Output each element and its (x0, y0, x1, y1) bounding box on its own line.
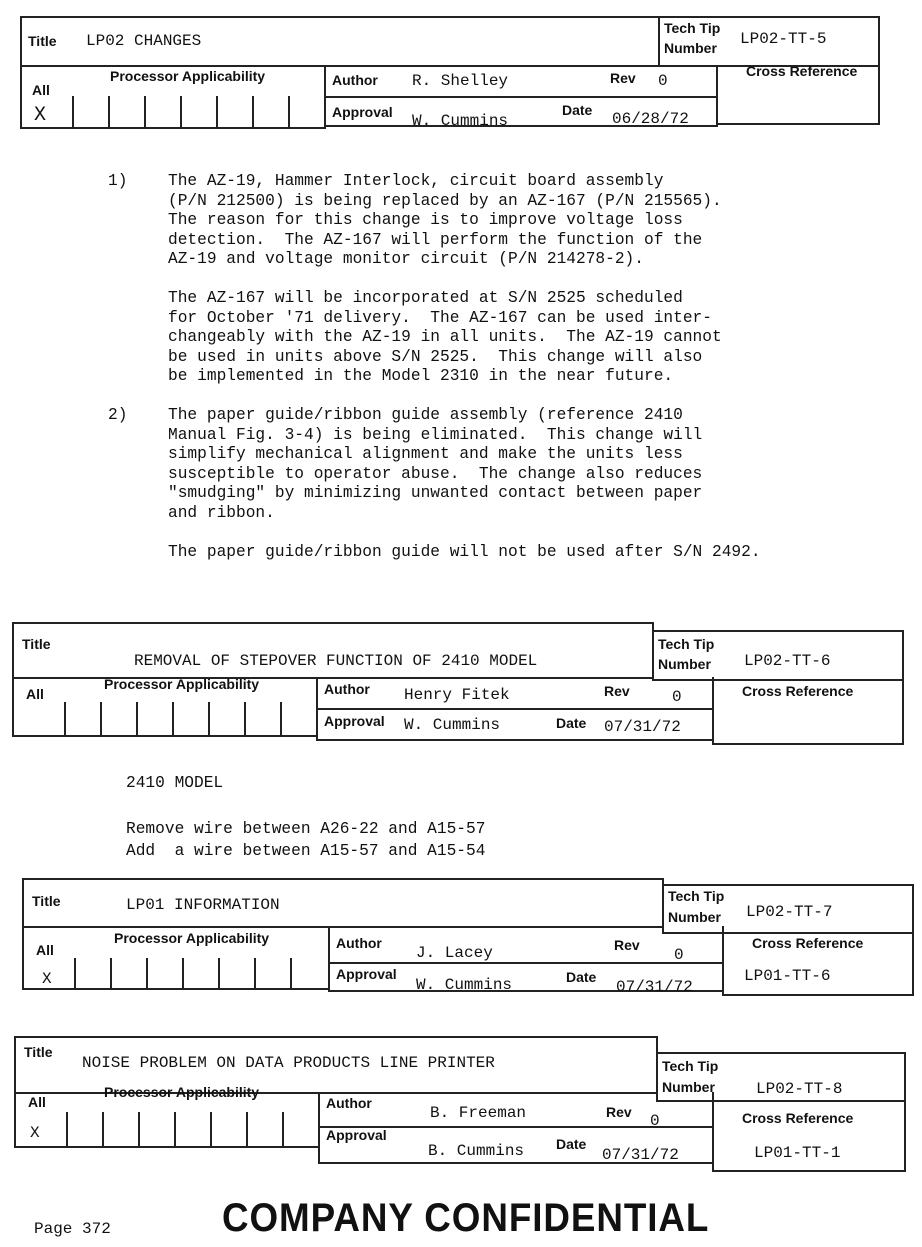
title-label: Title (24, 1044, 53, 1060)
approval-value: B. Cummins (428, 1142, 525, 1160)
page-number: Page 372 (34, 1220, 111, 1238)
cross-reference-label: Cross Reference (746, 63, 858, 79)
cross-reference-value: LP01-TT-1 (754, 1144, 841, 1162)
model-heading: 2410 MODEL (126, 774, 224, 792)
item-number-2: 2) (108, 406, 128, 424)
number-label: Number (664, 40, 717, 56)
applicability-divider (174, 1112, 176, 1146)
wiring-instructions: Remove wire between A26-22 and A15-57 Add a wire between A15-57 and A15-54 (126, 820, 486, 860)
applicability-divider (66, 1112, 68, 1146)
all-mark: X (30, 1124, 40, 1142)
cross-reference-label: Cross Reference (742, 1110, 854, 1126)
rev-value: 0 (674, 946, 684, 964)
approval-label: Approval (336, 966, 397, 982)
author-label: Author (336, 935, 382, 951)
tech-tip-label: Tech Tip (668, 888, 725, 904)
title-value: REMOVAL OF STEPOVER FUNCTION OF 2410 MODEL (134, 652, 538, 670)
date-value: 07/31/72 (616, 978, 693, 996)
tech-tip-label: Tech Tip (658, 636, 715, 652)
tech-tip-label: Tech Tip (664, 20, 721, 36)
processor-applicability-label: Processor Applicability (104, 1084, 260, 1100)
approval-label: Approval (324, 713, 385, 729)
cross-reference-value: LP01-TT-6 (744, 967, 831, 985)
applicability-divider (138, 1112, 140, 1146)
title-label: Title (28, 33, 57, 49)
rev-label: Rev (606, 1104, 632, 1120)
item-1-paragraph-2: The AZ-167 will be incorporated at S/N 2525 scheduled for October '71 delivery. The AZ-167 can be used inter- changeably with the AZ-19 in all units. The AZ-19 cannot be used in units above S/N 2525. This change will also be implemented in the Model 2310 in the near future. (168, 289, 722, 386)
all-label: All (28, 1094, 46, 1110)
date-label: Date (556, 1136, 587, 1152)
author-value: J. Lacey (416, 944, 493, 962)
approval-label: Approval (332, 104, 393, 120)
approval-label: Approval (326, 1127, 387, 1143)
number-label: Number (668, 909, 721, 925)
all-mark: X (34, 104, 47, 127)
title-value: LP02 CHANGES (86, 32, 202, 50)
date-value: 07/31/72 (602, 1146, 679, 1164)
author-label: Author (324, 681, 370, 697)
processor-applicability-label: Processor Applicability (104, 676, 260, 692)
tech-tip-number-value: LP02-TT-6 (744, 652, 831, 670)
item-number-1: 1) (108, 172, 128, 190)
company-confidential-stamp: COMPANY CONFIDENTIAL (222, 1196, 710, 1240)
applicability-divider (210, 1112, 212, 1146)
author-label: Author (326, 1095, 372, 1111)
number-label: Number (662, 1079, 715, 1095)
tech-tip-number-value: LP02-TT-5 (740, 30, 827, 48)
all-label: All (26, 686, 44, 702)
tech-tip-number-value: LP02-TT-7 (746, 903, 833, 921)
processor-applicability-label: Processor Applicability (114, 930, 270, 946)
title-label: Title (32, 893, 61, 909)
rev-value: 0 (658, 72, 668, 90)
date-value: 06/28/72 (612, 110, 689, 128)
author-value: B. Freeman (430, 1104, 527, 1122)
rev-value: 0 (672, 688, 682, 706)
title-value: LP01 INFORMATION (126, 896, 280, 914)
all-label: All (36, 942, 54, 958)
title-value: NOISE PROBLEM ON DATA PRODUCTS LINE PRINTER (82, 1054, 495, 1072)
applicability-divider (246, 1112, 248, 1146)
number-label: Number (658, 656, 711, 672)
date-label: Date (566, 969, 597, 985)
date-value: 07/31/72 (604, 718, 681, 736)
date-label: Date (556, 715, 587, 731)
applicability-divider (282, 1112, 284, 1146)
title-label: Title (22, 636, 51, 652)
tech-tip-label: Tech Tip (662, 1058, 719, 1074)
all-mark: X (42, 970, 52, 988)
rev-label: Rev (610, 70, 636, 86)
approval-value: W. Cummins (412, 112, 509, 130)
date-label: Date (562, 102, 593, 118)
rev-label: Rev (614, 937, 640, 953)
tech-tip-number-value: LP02-TT-8 (756, 1080, 843, 1098)
item-1-paragraph-1: The AZ-19, Hammer Interlock, circuit board assembly (P/N 212500) is being replaced by an AZ-167 (P/N 215565). The reason for this change is to improve voltage loss detection. The AZ-167 will perform the function of the AZ-19 and voltage monitor circuit (P/N 214278-2). (168, 172, 722, 269)
applicability-divider (102, 1112, 104, 1146)
item-2-paragraph-2: The paper guide/ribbon guide will not be used after S/N 2492. (168, 543, 761, 561)
rev-label: Rev (604, 683, 630, 699)
approval-value: W. Cummins (404, 716, 501, 734)
cross-reference-label: Cross Reference (752, 935, 864, 951)
all-label: All (32, 82, 50, 98)
approval-value: W. Cummins (416, 976, 513, 994)
rev-value: 0 (650, 1112, 660, 1130)
cross-reference-label: Cross Reference (742, 683, 854, 699)
processor-applicability-label: Processor Applicability (110, 68, 266, 84)
author-label: Author (332, 72, 378, 88)
author-value: R. Shelley (412, 72, 509, 90)
item-2-paragraph-1: The paper guide/ribbon guide assembly (reference 2410 Manual Fig. 3-4) is being eliminated. This change will simplify mechanical alignment and make the units less susceptible to operator abuse. The change also reduces "smudging" by minimizing unwanted contact between paper and ribbon. (168, 406, 703, 522)
author-value: Henry Fitek (404, 686, 510, 704)
processor-applicability-cell (14, 1092, 320, 1148)
